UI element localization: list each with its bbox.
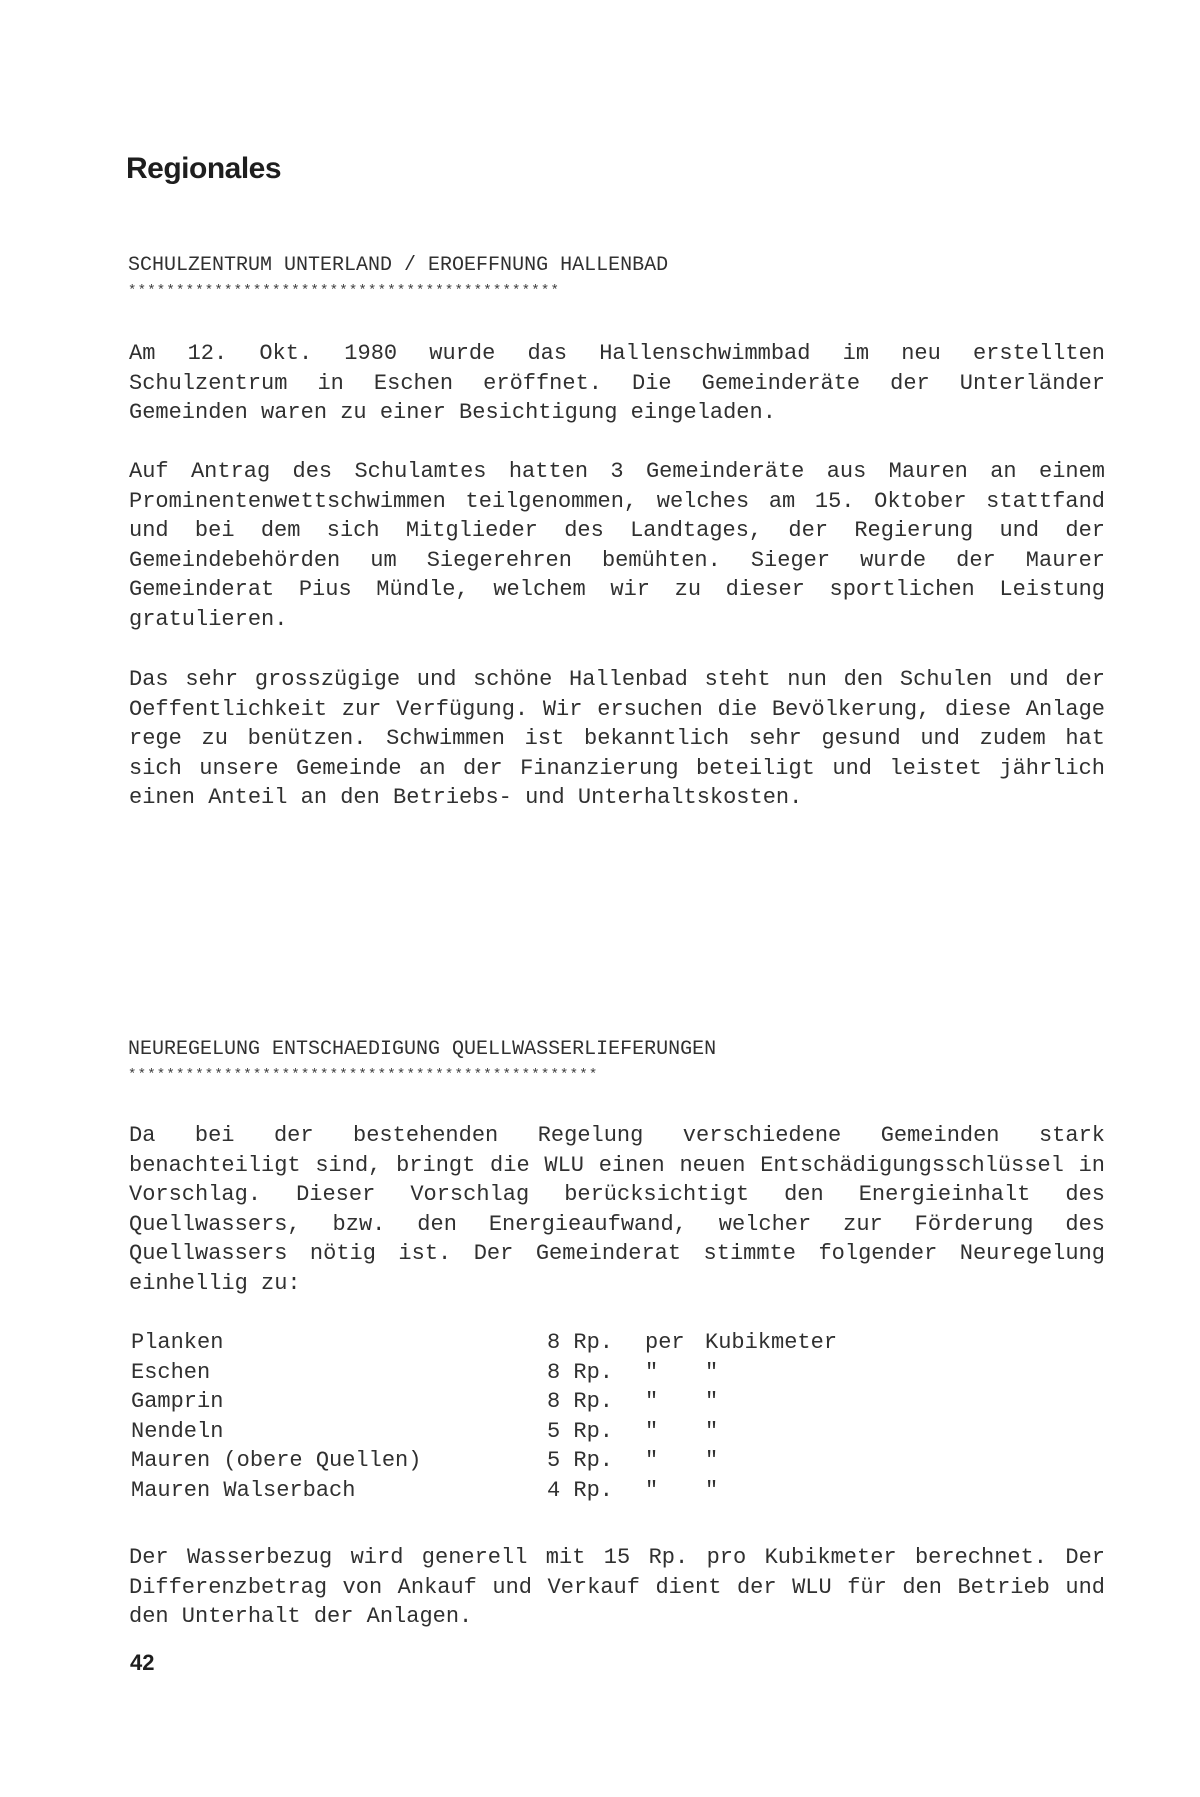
table-row xyxy=(131,1360,871,1390)
rate-unit-b: " xyxy=(705,1418,719,1444)
rate-unit-a: " xyxy=(645,1477,659,1503)
table-row xyxy=(131,1389,871,1419)
section-underline-hallenbad: ********************************************* xyxy=(128,283,561,299)
rate-unit-a: " xyxy=(645,1418,659,1444)
paragraph-hallenbad-nutzung: Das sehr grosszügige und schöne Hallenbad steht nun den Schulen und der Oeffentlichkeit zur Verfügung. Wir ersuchen die Bevölkerung, diese Anlage rege zu benützen. Schwimmen ist bekanntlich sehr gesund und zudem hat sich unsere Gemeinde an der Finanzierung beteiligt und leistet jährlich einen Anteil an den Betriebs- und Unterhaltskosten. xyxy=(129,667,1105,810)
rate-unit-b: Kubikmeter xyxy=(705,1330,838,1355)
rate-value: 4 Rp. xyxy=(547,1477,614,1503)
paragraph-opening: Am 12. Okt. 1980 wurde das Hallenschwimmbad im neu erstellten Schulzentrum in Eschen eröffnet. Die Gemeinderäte der Unterländer Gemeinden waren zu einer Besichtigung eingeladen. xyxy=(129,341,1105,425)
page-number: 42 xyxy=(130,1650,155,1675)
rate-unit-a: " xyxy=(645,1389,659,1414)
rate-unit-a: " xyxy=(645,1359,659,1385)
table-row xyxy=(131,1478,871,1508)
rate-place: Mauren (obere Quellen) xyxy=(131,1448,422,1473)
paragraph-neuregelung: Da bei der bestehenden Regelung verschiedene Gemeinden stark benachteiligt sind, bringt die WLU einen neuen Entschädigungsschlüssel in Vorschlag. Dieser Vorschlag berücksichtigt den Energieinhalt des Quellwassers, bzw. den Energieaufwand, welcher zur Förderung des Quellwassers nötig ist. Der Gemeinderat stimmte folgender Neuregelung einhellig zu: xyxy=(129,1123,1105,1296)
rate-value: 8 Rp. xyxy=(547,1389,614,1414)
rate-value: 5 Rp. xyxy=(547,1418,614,1444)
page-heading: Regionales xyxy=(126,152,282,185)
rate-unit-b: " xyxy=(705,1359,719,1385)
rate-place: Nendeln xyxy=(131,1418,224,1444)
rate-unit-b: " xyxy=(705,1448,719,1473)
paragraph-wettschwimmen: Auf Antrag des Schulamtes hatten 3 Gemeinderäte aus Mauren an einem Prominentenwettschwimmen teilgenommen, welches am 15. Oktober stattfand und bei dem sich Mitglieder des Landtages, der Regierung und der Gemeindebehörden um Siegerehren bemühten. Sieger wurde der Maurer Gemeinderat Pius Mündle, welchem wir zu dieser sportlichen Leistung gratulieren. xyxy=(129,459,1105,632)
rate-value: 8 Rp. xyxy=(547,1330,614,1355)
rate-unit-a: per xyxy=(645,1330,685,1355)
section-title-hallenbad: SCHULZENTRUM UNTERLAND / EROEFFNUNG HALLENBAD xyxy=(128,254,669,277)
paragraph-wasserbezug: Der Wasserbezug wird generell mit 15 Rp. pro Kubikmeter berechnet. Der Differenzbetrag von Ankauf und Verkauf dient der WLU für den Betrieb und den Unterhalt der Anlagen. xyxy=(129,1545,1105,1629)
table-row xyxy=(131,1419,871,1449)
table-row xyxy=(131,1330,871,1360)
rate-place: Planken xyxy=(131,1330,224,1355)
section-title-quellwasser: NEUREGELUNG ENTSCHAEDIGUNG QUELLWASSERLIEFERUNGEN xyxy=(128,1038,717,1061)
rate-unit-a: " xyxy=(645,1448,659,1473)
rate-value: 5 Rp. xyxy=(547,1448,614,1473)
section-underline-quellwasser: ************************************************* xyxy=(128,1067,599,1083)
rate-unit-b: " xyxy=(705,1389,719,1414)
rate-place: Eschen xyxy=(131,1359,211,1385)
rate-place: Mauren Walserbach xyxy=(131,1477,356,1503)
table-row xyxy=(131,1448,871,1478)
rate-value: 8 Rp. xyxy=(547,1359,614,1385)
rates-table xyxy=(131,1330,871,1507)
rate-unit-b: " xyxy=(705,1477,719,1503)
rate-place: Gamprin xyxy=(131,1389,224,1414)
